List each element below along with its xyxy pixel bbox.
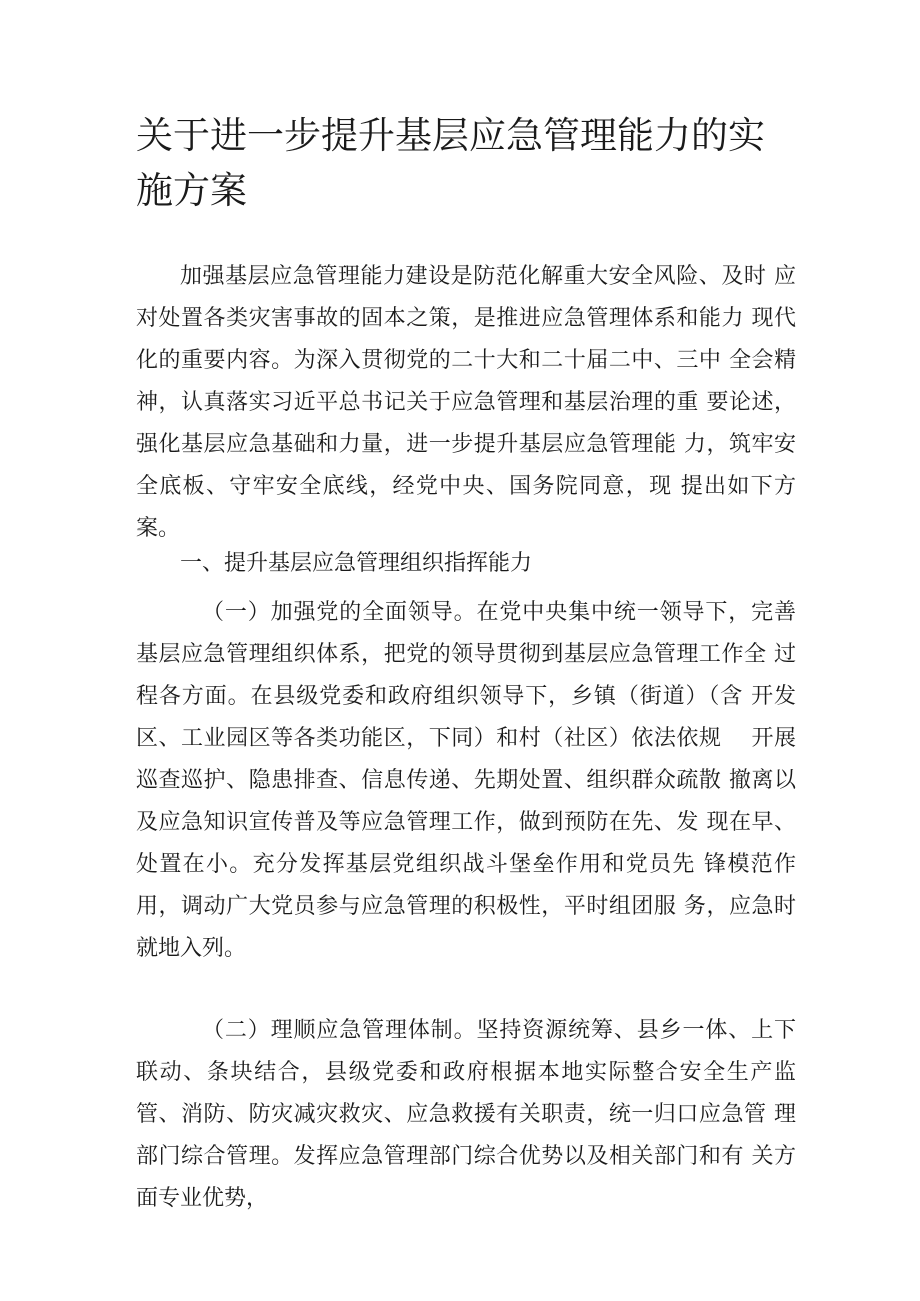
item-1-block bbox=[136, 592, 796, 970]
section-1-block bbox=[136, 543, 796, 585]
intro-block bbox=[136, 256, 796, 550]
document-title: 关于进一步提升基层应急管理能力的实施方案 bbox=[136, 114, 765, 212]
item-2-paragraph: （二）理顺应急管理体制。坚持资源统筹、县乡一体、上下 联动、条块结合，县级党委和政府根据本地实际整合安全生产监 管、消防、防灾减灾救灾、应急救援有关职责，统一归口应急管 理部门综合管理。发挥应急管理部门综合优势以及相关部门和有 关方面专业优势， bbox=[136, 1018, 796, 1211]
section-1-heading: 一、提升基层应急管理组织指挥能力 bbox=[180, 551, 533, 576]
item-1-paragraph: （一）加强党的全面领导。在党中央集中统一领导下，完善 基层应急管理组织体系，把党的领导贯彻到基层应急管理工作全 过程各方面。在县级党委和政府组织领导下，乡镇（街道）（含 开发区、工业园区等各类功能区，下同）和村（社区）依法依规 开展巡查巡护、隐患排查、信息传递、先期处置、组织群众疏散 撤离以及应急知识宣传普及等应急管理工作，做到预防在先、发 现在早、处置在小。充分发挥基层党组织战斗堡垒作用和党员先 锋模范作用，调动广大党员参与应急管理的积极性，平时组团服 务，应急时就地入列。 bbox=[136, 600, 796, 961]
item-2-block bbox=[136, 1010, 796, 1220]
intro-paragraph: 加强基层应急管理能力建设是防范化解重大安全风险、及时 应对处置各类灾害事故的固本之策，是推进应急管理体系和能力 现代化的重要内容。为深入贯彻党的二十大和二十届二中、三中 全会精神，认真落实习近平总书记关于应急管理和基层治理的重 要论述，强化基层应急基础和力量，进一步提升基层应急管理能 力，筑牢安全底板、守牢安全底线，经党中央、国务院同意，现 提出如下方案。 bbox=[136, 264, 796, 541]
